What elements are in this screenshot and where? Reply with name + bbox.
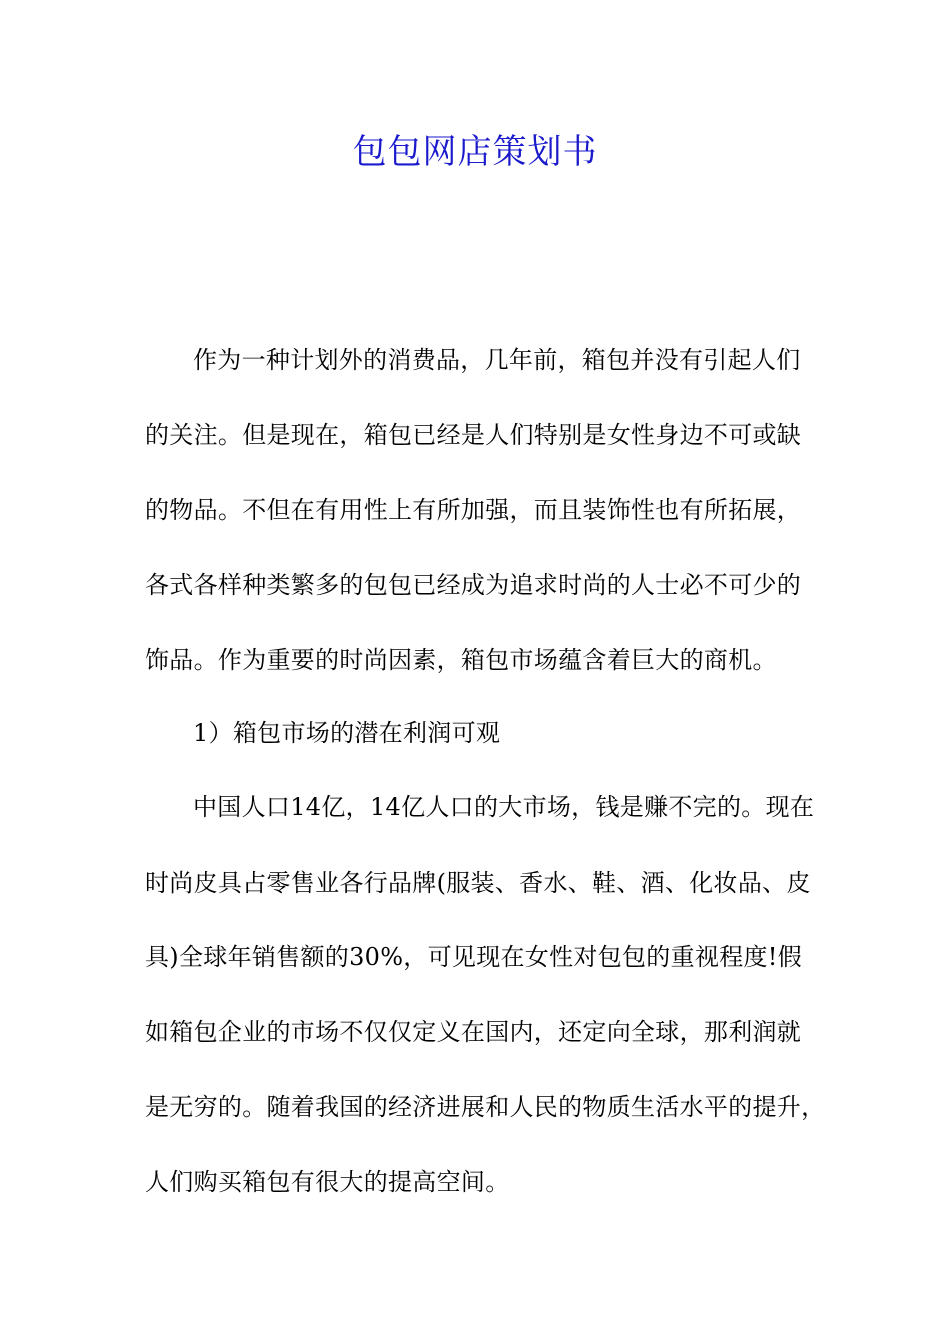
paragraph-line: 人们购买箱包有很大的提高空间。 [145,1168,510,1196]
paragraph-line: 具)全球年销售额的30%，可见现在女性对包包的重视程度!假 [145,943,803,971]
paragraph-line: 中国人口14亿，14亿人口的大市场，钱是赚不完的。现在 [193,793,815,821]
paragraph-line: 作为一种计划外的消费品，几年前，箱包并没有引起人们 [193,346,801,374]
paragraph-line: 各式各样种类繁多的包包已经成为追求时尚的人士必不可少的 [145,571,802,599]
paragraph-line: 是无穷的。随着我国的经济进展和人民的物质生活水平的提升， [145,1093,826,1121]
section-heading: 1）箱包市场的潜在利润可观 [193,719,501,747]
paragraph-line: 的物品。不但在有用性上有所加强，而且装饰性也有所拓展， [145,496,802,524]
paragraph-line: 时尚皮具占零售业各行品牌(服装、香水、鞋、酒、化妆品、皮 [145,869,811,897]
document-title: 包包网店策划书 [352,132,598,172]
paragraph-line: 如箱包企业的市场不仅仅定义在国内，还定向全球，那利润就 [145,1018,802,1046]
paragraph-line: 的关注。但是现在，箱包已经是人们特别是女性身边不可或缺 [145,421,802,449]
paragraph-line: 饰品。作为重要的时尚因素，箱包市场蕴含着巨大的商机。 [145,646,777,674]
